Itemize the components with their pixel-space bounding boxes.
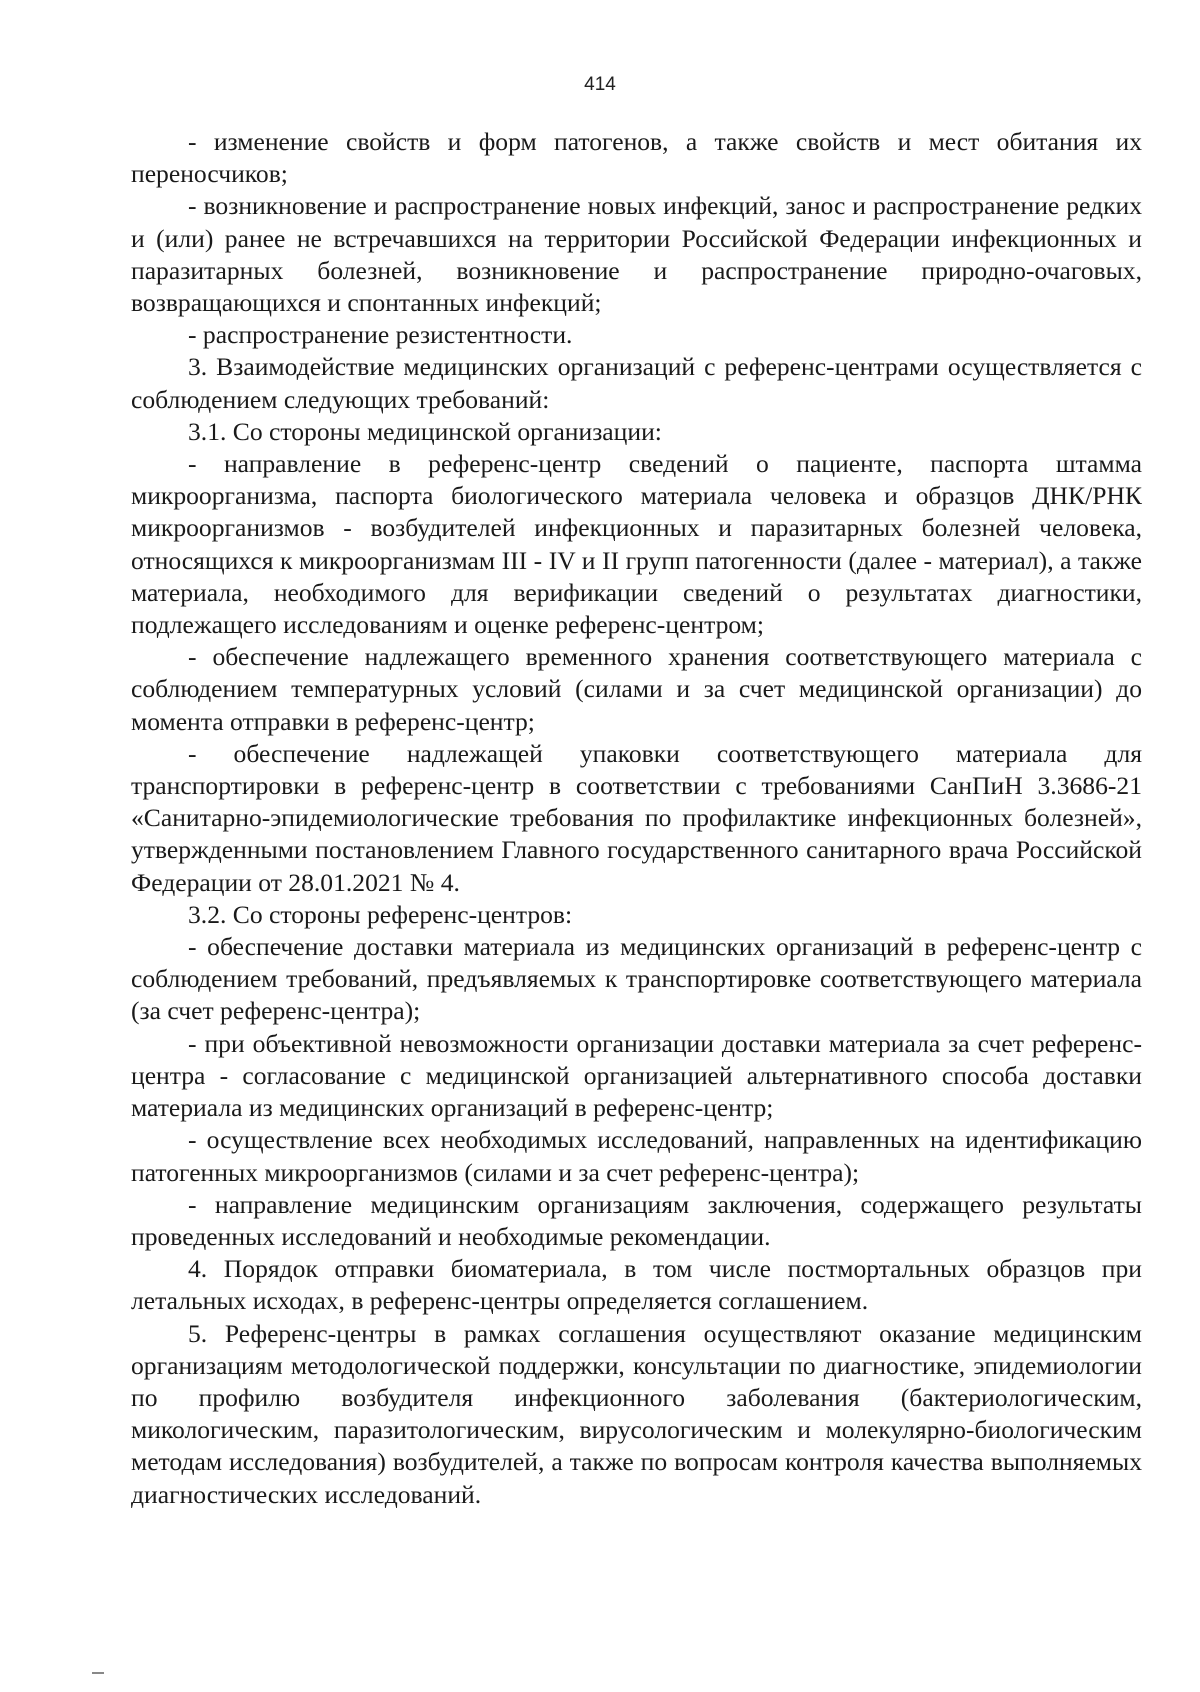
paragraph-section-3-1: 3.1. Со стороны медицинской организации: bbox=[188, 416, 662, 446]
scan-mark bbox=[92, 1672, 104, 1674]
paragraph-section-5: 5. Референс-центры в рамках соглашения осуществляют оказание медицинским организациям методологической поддержки, консультации по диагностике, эпидемиологии по профилю возбудителя инфекционного заболевания (бактериологическим, микологическим, паразитологическим, вирусологическим и молекулярно-биологическим методам исследования) возбудителей, а также по вопросам контроля качества выполняемых диагностических исследований. bbox=[131, 1318, 1142, 1509]
paragraph-pathogen-changes: - изменение свойств и форм патогенов, а также свойств и мест обитания их переносчиков; bbox=[131, 127, 1142, 189]
paragraph-research: - осуществление всех необходимых исследований, направленных на идентификацию патогенных микроорганизмов (силами и за счет референс-центра); bbox=[131, 1125, 1142, 1187]
document-body bbox=[131, 126, 1142, 1511]
paragraph-resistance: - распространение резистентности. bbox=[188, 320, 573, 350]
paragraph-section-3-2: 3.2. Со стороны референс-центров: bbox=[188, 899, 573, 929]
paragraph-new-infections: - возникновение и распространение новых инфекций, занос и распространение редких и (или) ранее не встречавшихся на территории Российской Федерации инфекционных и паразитарных болезней, возникновение и распространение природно-очаговых, возвращающихся и спонтанных инфекций; bbox=[131, 191, 1142, 318]
paragraph-material-packaging: - обеспечение надлежащей упаковки соответствующего материала для транспортировки в референс-центр в соответствии с требованиями СанПиН 3.3686-21 «Санитарно-эпидемиологические требования по профилактике инфекционных болезней», утвержденными постановлением Главного государственного санитарного врача Российской Федерации от 28.01.2021 № 4. bbox=[131, 738, 1142, 897]
paragraph-material-storage: - обеспечение надлежащего временного хранения соответствующего материала с соблюдением температурных условий (силами и за счет медицинской организации) до момента отправки в референс-центр; bbox=[131, 642, 1142, 736]
paragraph-material-delivery: - обеспечение доставки материала из медицинских организаций в референс-центр с соблюдением требований, предъявляемых к транспортировке соответствующего материала (за счет референс-центра); bbox=[131, 932, 1142, 1026]
paragraph-alternative-delivery: - при объективной невозможности организации доставки материала за счет референс-центра - согласование с медицинской организацией альтернативного способа доставки материала из медицинских организаций в референс-центр; bbox=[131, 1028, 1142, 1123]
paragraph-conclusions: - направление медицинским организациям заключения, содержащего результаты проведенных исследований и необходимые рекомендации. bbox=[131, 1189, 1142, 1251]
page-number: 414 bbox=[584, 74, 616, 95]
paragraph-material-submission: - направление в референс-центр сведений о пациенте, паспорта штамма микроорганизма, паспорта биологического материала человека и образцов ДНК/РНК микроорганизмов - возбудителей инфекционных и паразитарных болезней человека, относящихся к микроорганизмам III - IV и II групп патогенности (далее - материал), а также материала, необходимого для верификации сведений о результатах диагностики, подлежащего исследованиям и оценке референс-центром; bbox=[131, 449, 1142, 640]
paragraph-section-3: 3. Взаимодействие медицинских организаций с референс-центрами осуществляется с соблюдением следующих требований: bbox=[131, 352, 1142, 414]
paragraph-section-4: 4. Порядок отправки биоматериала, в том числе постмортальных образцов при летальных исходах, в референс-центры определяется соглашением. bbox=[131, 1254, 1142, 1316]
